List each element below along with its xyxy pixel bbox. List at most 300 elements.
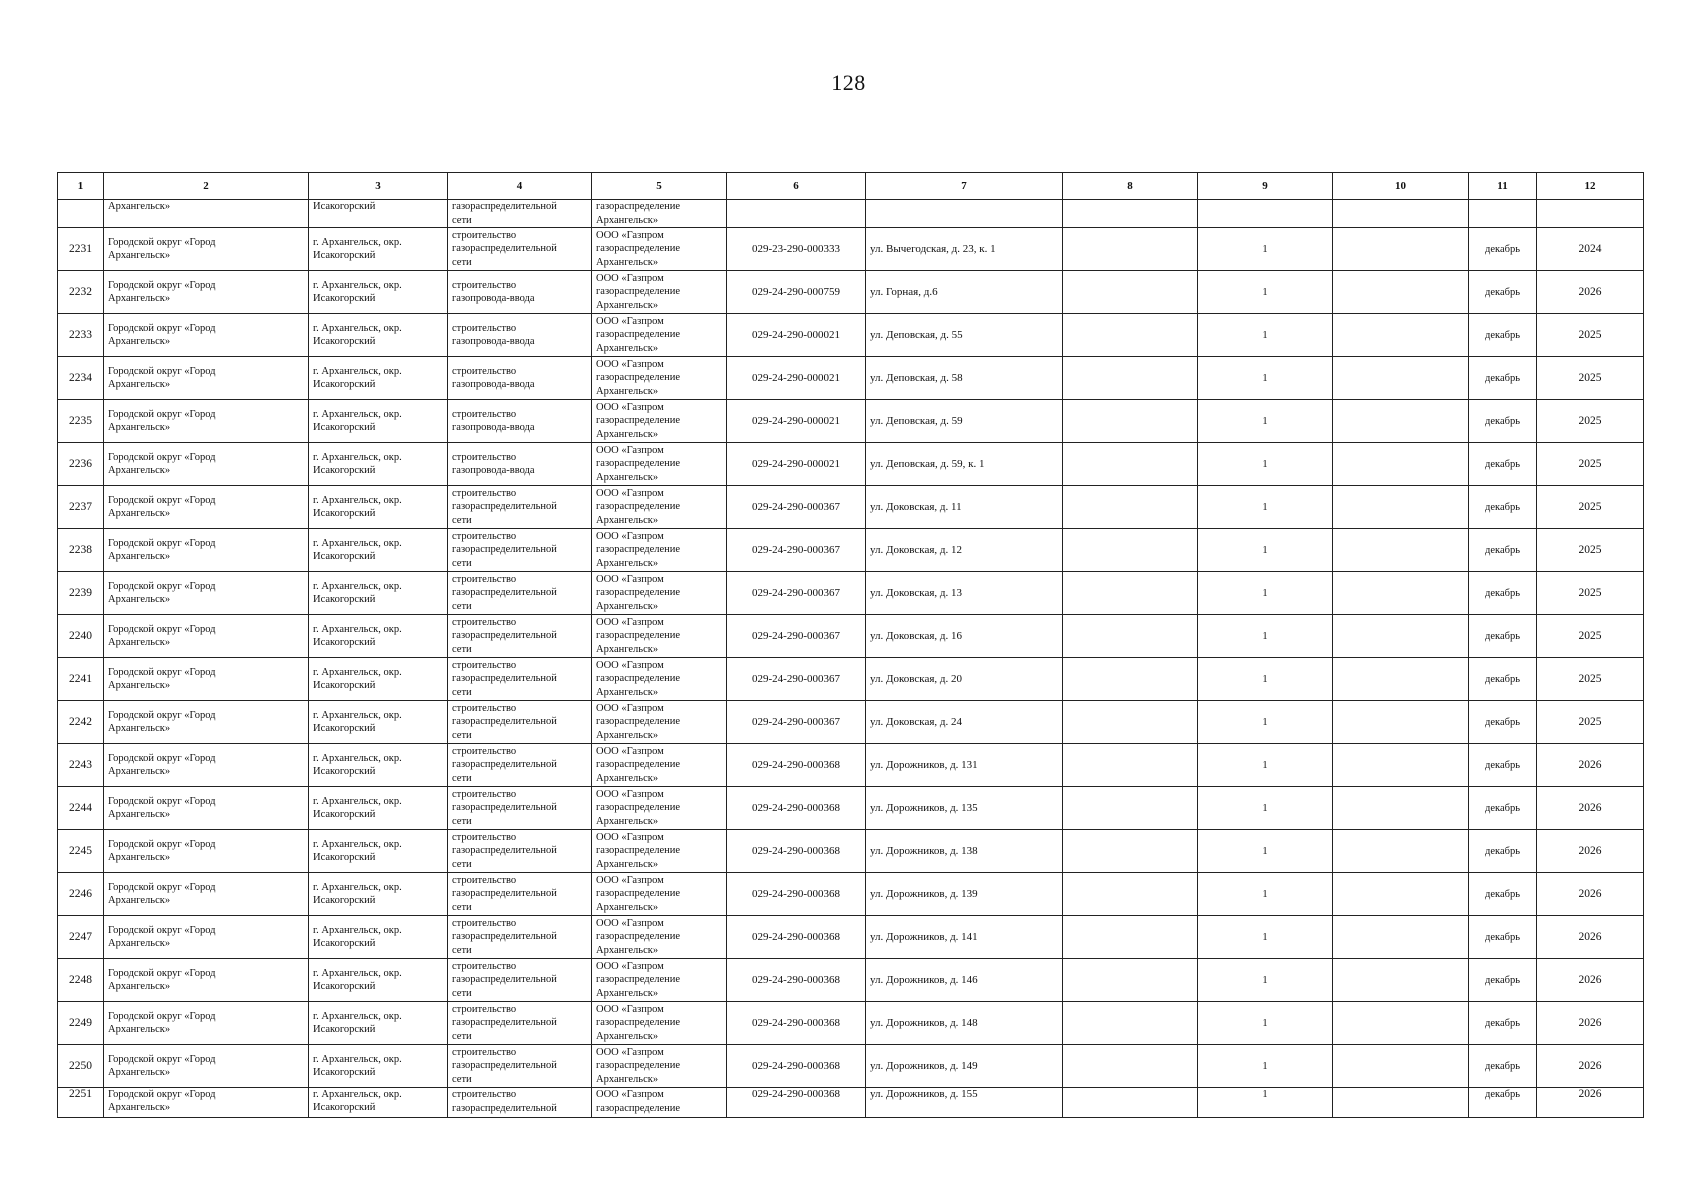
cell-col-10 — [1333, 314, 1469, 357]
cell-year: 2025 — [1537, 443, 1644, 486]
cell-col-10 — [1333, 1002, 1469, 1045]
cell-address: ул. Дорожников, д. 135 — [866, 787, 1063, 830]
cell — [1333, 200, 1469, 228]
cell-row-number: 2235 — [58, 400, 104, 443]
cell-col-8 — [1063, 787, 1198, 830]
table-row — [58, 787, 1644, 830]
cell-organization: ООО «Газпром газораспределение Архангельск» — [592, 916, 727, 959]
cell-row-number: 2241 — [58, 658, 104, 701]
cell-municipality: Городской округ «Город Архангельск» — [104, 873, 309, 916]
cell-municipality: Городской округ «Город Архангельск» — [104, 1088, 309, 1118]
cell-municipality: Городской округ «Город Архангельск» — [104, 916, 309, 959]
cell-municipality: Городской округ «Город Архангельск» — [104, 615, 309, 658]
cell-quantity: 1 — [1198, 357, 1333, 400]
cell-work-type: строительство газопровода-ввода — [448, 314, 592, 357]
cell-work-type: строительство газораспределительной сети — [448, 228, 592, 271]
cell-row-number: 2237 — [58, 486, 104, 529]
cell-year: 2026 — [1537, 830, 1644, 873]
table-row — [58, 572, 1644, 615]
cell-work-type: строительство газораспределительной сети — [448, 658, 592, 701]
cell-program-code: 029-24-290-000368 — [727, 916, 866, 959]
cell-program-code: 029-24-290-000368 — [727, 1002, 866, 1045]
cell-address: ул. Дорожников, д. 148 — [866, 1002, 1063, 1045]
cell-municipality: Городской округ «Город Архангельск» — [104, 744, 309, 787]
cell-year: 2026 — [1537, 271, 1644, 314]
cell-work-type: строительство газораспределительной — [448, 1088, 592, 1118]
cell-program-code: 029-24-290-000368 — [727, 744, 866, 787]
cell-year: 2025 — [1537, 572, 1644, 615]
cell-municipality: Городской округ «Город Архангельск» — [104, 443, 309, 486]
table-row — [58, 830, 1644, 873]
cell-quantity: 1 — [1198, 1045, 1333, 1088]
cell-address: ул. Дорожников, д. 131 — [866, 744, 1063, 787]
cell-year: 2026 — [1537, 1002, 1644, 1045]
cell-program-code: 029-24-290-000367 — [727, 486, 866, 529]
cell-municipality: Городской округ «Город Архангельск» — [104, 314, 309, 357]
header-cell-7: 7 — [866, 173, 1063, 200]
cell-quantity: 1 — [1198, 830, 1333, 873]
cell-locality: г. Архангельск, окр. Исакогорский — [309, 658, 448, 701]
cell-municipality: Городской округ «Город Архангельск» — [104, 959, 309, 1002]
cell-col-8 — [1063, 486, 1198, 529]
cell-organization: ООО «Газпром газораспределение Архангельск» — [592, 959, 727, 1002]
cell-work-type: строительство газопровода-ввода — [448, 443, 592, 486]
cell-address: ул. Дорожников, д. 155 — [866, 1088, 1063, 1118]
cell-program-code: 029-24-290-000368 — [727, 1088, 866, 1118]
cell-organization: ООО «Газпром газораспределение Архангельск» — [592, 658, 727, 701]
cell-month: декабрь — [1469, 873, 1537, 916]
cell-col-10 — [1333, 744, 1469, 787]
cell-work-type: строительство газораспределительной сети — [448, 959, 592, 1002]
cell-col-10 — [1333, 529, 1469, 572]
cell-col-8 — [1063, 830, 1198, 873]
cell-municipality: Городской округ «Город Архангельск» — [104, 572, 309, 615]
cell-col-10 — [1333, 400, 1469, 443]
cell-col-10 — [1333, 830, 1469, 873]
cell-year: 2026 — [1537, 873, 1644, 916]
cell-address: ул. Доковская, д. 11 — [866, 486, 1063, 529]
cell-municipality: Городской округ «Город Архангельск» — [104, 1002, 309, 1045]
table-row — [58, 959, 1644, 1002]
cell-col-10 — [1333, 572, 1469, 615]
cell-quantity: 1 — [1198, 615, 1333, 658]
cell-organization: ООО «Газпром газораспределение Архангельск» — [592, 615, 727, 658]
cell-row-number: 2250 — [58, 1045, 104, 1088]
cell-col-10 — [1333, 959, 1469, 1002]
cell-col-10 — [1333, 787, 1469, 830]
continuation-row — [58, 200, 1644, 228]
header-cell-11: 11 — [1469, 173, 1537, 200]
cell-address: ул. Деповская, д. 55 — [866, 314, 1063, 357]
cell-address: ул. Деповская, д. 59 — [866, 400, 1063, 443]
cell-municipality: Городской округ «Город Архангельск» — [104, 271, 309, 314]
cell-work-type: строительство газораспределительной сети — [448, 744, 592, 787]
cell-year: 2025 — [1537, 658, 1644, 701]
cell-year: 2025 — [1537, 357, 1644, 400]
cell-year: 2026 — [1537, 1045, 1644, 1088]
cell — [58, 200, 104, 228]
cell-year: 2026 — [1537, 744, 1644, 787]
cell-address: ул. Доковская, д. 13 — [866, 572, 1063, 615]
cell-program-code: 029-23-290-000333 — [727, 228, 866, 271]
cell-row-number: 2245 — [58, 830, 104, 873]
cell-col-8 — [1063, 400, 1198, 443]
cell-organization: ООО «Газпром газораспределение Архангельск» — [592, 572, 727, 615]
cell-municipality: Городской округ «Город Архангельск» — [104, 658, 309, 701]
cell-year: 2025 — [1537, 486, 1644, 529]
cell-locality: г. Архангельск, окр. Исакогорский — [309, 744, 448, 787]
cell-program-code: 029-24-290-000368 — [727, 873, 866, 916]
data-table — [57, 172, 1644, 1118]
cell-locality: г. Архангельск, окр. Исакогорский — [309, 400, 448, 443]
cell-work-type: строительство газопровода-ввода — [448, 271, 592, 314]
cell-col-10 — [1333, 228, 1469, 271]
cell-address: ул. Деповская, д. 58 — [866, 357, 1063, 400]
cell-quantity: 1 — [1198, 228, 1333, 271]
cell-organization: ООО «Газпром газораспределение Архангельск» — [592, 443, 727, 486]
cell-quantity: 1 — [1198, 873, 1333, 916]
cell-locality: г. Архангельск, окр. Исакогорский — [309, 615, 448, 658]
cell-locality: г. Архангельск, окр. Исакогорский — [309, 873, 448, 916]
cell-address: ул. Горная, д.6 — [866, 271, 1063, 314]
cell-org: газораспределение Архангельск» — [592, 200, 727, 228]
cell-month: декабрь — [1469, 1088, 1537, 1118]
cell-col-8 — [1063, 529, 1198, 572]
cell-organization: ООО «Газпром газораспределение Архангельск» — [592, 787, 727, 830]
cell — [1537, 200, 1644, 228]
cell-row-number: 2234 — [58, 357, 104, 400]
cell-month: декабрь — [1469, 916, 1537, 959]
cell-row-number: 2243 — [58, 744, 104, 787]
cell-col-10 — [1333, 357, 1469, 400]
cell-year: 2026 — [1537, 1088, 1644, 1118]
cell-month: декабрь — [1469, 486, 1537, 529]
table-row — [58, 1002, 1644, 1045]
table-row — [58, 744, 1644, 787]
cell-work-type: строительство газораспределительной сети — [448, 701, 592, 744]
cell-col-8 — [1063, 1002, 1198, 1045]
cell-organization: ООО «Газпром газораспределение Архангельск» — [592, 873, 727, 916]
cell-program-code: 029-24-290-000367 — [727, 615, 866, 658]
cell-row-number: 2248 — [58, 959, 104, 1002]
cell-row-number: 2249 — [58, 1002, 104, 1045]
cell-quantity: 1 — [1198, 271, 1333, 314]
cell-year: 2026 — [1537, 959, 1644, 1002]
cell-program-code: 029-24-290-000759 — [727, 271, 866, 314]
cell-municipality: Городской округ «Город Архангельск» — [104, 486, 309, 529]
table-row — [58, 271, 1644, 314]
table-row — [58, 314, 1644, 357]
cell-municipality: Городской округ «Город Архангельск» — [104, 787, 309, 830]
cell-work-type: строительство газораспределительной сети — [448, 830, 592, 873]
cell-locality: г. Архангельск, окр. Исакогорский — [309, 787, 448, 830]
cell-program-code: 029-24-290-000021 — [727, 314, 866, 357]
header-cell-3: 3 — [309, 173, 448, 200]
cell-quantity: 1 — [1198, 787, 1333, 830]
cell-organization: ООО «Газпром газораспределение Архангельск» — [592, 701, 727, 744]
header-row — [58, 173, 1644, 200]
cell-year: 2026 — [1537, 787, 1644, 830]
cell-row-number: 2239 — [58, 572, 104, 615]
cell-address: ул. Доковская, д. 20 — [866, 658, 1063, 701]
cell-locality: г. Архангельск, окр. Исакогорский — [309, 271, 448, 314]
cell-year: 2025 — [1537, 529, 1644, 572]
cell-month: декабрь — [1469, 529, 1537, 572]
cell-organization: ООО «Газпром газораспределение — [592, 1088, 727, 1118]
cell-row-number: 2251 — [58, 1088, 104, 1118]
cell-program-code: 029-24-290-000021 — [727, 357, 866, 400]
cell — [727, 200, 866, 228]
cell-month: декабрь — [1469, 400, 1537, 443]
header-cell-5: 5 — [592, 173, 727, 200]
cell-year: 2025 — [1537, 615, 1644, 658]
cell-locality: г. Архангельск, окр. Исакогорский — [309, 701, 448, 744]
cell-quantity: 1 — [1198, 1088, 1333, 1118]
cell — [1063, 200, 1198, 228]
cell-work-type: строительство газопровода-ввода — [448, 400, 592, 443]
cell-month: декабрь — [1469, 744, 1537, 787]
cell-month: декабрь — [1469, 443, 1537, 486]
cell-municipality: Архангельск» — [104, 200, 309, 228]
cell-row-number: 2242 — [58, 701, 104, 744]
cell-municipality: Городской округ «Город Архангельск» — [104, 1045, 309, 1088]
cell-col-8 — [1063, 228, 1198, 271]
table-row — [58, 873, 1644, 916]
cell-col-8 — [1063, 572, 1198, 615]
cell-row-number: 2236 — [58, 443, 104, 486]
cell-col-8 — [1063, 1045, 1198, 1088]
cell-year: 2026 — [1537, 916, 1644, 959]
cell-program-code: 029-24-290-000367 — [727, 658, 866, 701]
cell-col-8 — [1063, 615, 1198, 658]
cell-locality: г. Архангельск, окр. Исакогорский — [309, 357, 448, 400]
cell-month: декабрь — [1469, 271, 1537, 314]
cell-col-8 — [1063, 701, 1198, 744]
cell-work-type: строительство газопровода-ввода — [448, 357, 592, 400]
header-cell-9: 9 — [1198, 173, 1333, 200]
cell-col-10 — [1333, 271, 1469, 314]
cell-municipality: Городской округ «Город Архангельск» — [104, 228, 309, 271]
cell-address: ул. Дорожников, д. 146 — [866, 959, 1063, 1002]
cell-quantity: 1 — [1198, 443, 1333, 486]
cell-locality: г. Архангельск, окр. Исакогорский — [309, 1002, 448, 1045]
table-row — [58, 228, 1644, 271]
cell-work-type: строительство газораспределительной сети — [448, 529, 592, 572]
cell-row-number: 2240 — [58, 615, 104, 658]
cell-organization: ООО «Газпром газораспределение Архангельск» — [592, 314, 727, 357]
cell-address: ул. Дорожников, д. 138 — [866, 830, 1063, 873]
table-row — [58, 443, 1644, 486]
cell-col-10 — [1333, 443, 1469, 486]
cell-month: декабрь — [1469, 572, 1537, 615]
cell-locality: г. Архангельск, окр. Исакогорский — [309, 443, 448, 486]
cell-program-code: 029-24-290-000368 — [727, 830, 866, 873]
table-row — [58, 1045, 1644, 1088]
cell-quantity: 1 — [1198, 572, 1333, 615]
cell-locality: г. Архангельск, окр. Исакогорский — [309, 486, 448, 529]
table-row — [58, 486, 1644, 529]
cell-col-8 — [1063, 744, 1198, 787]
header-cell-1: 1 — [58, 173, 104, 200]
cell-address: ул. Доковская, д. 12 — [866, 529, 1063, 572]
cell-work: газораспределительной сети — [448, 200, 592, 228]
cell-month: декабрь — [1469, 701, 1537, 744]
cell-month: декабрь — [1469, 228, 1537, 271]
header-cell-10: 10 — [1333, 173, 1469, 200]
cell-work-type: строительство газораспределительной сети — [448, 615, 592, 658]
cell-quantity: 1 — [1198, 658, 1333, 701]
header-cell-12: 12 — [1537, 173, 1644, 200]
cell-month: декабрь — [1469, 959, 1537, 1002]
cell-organization: ООО «Газпром газораспределение Архангельск» — [592, 1045, 727, 1088]
cell-work-type: строительство газораспределительной сети — [448, 572, 592, 615]
table-row — [58, 357, 1644, 400]
cell-address: ул. Вычегодская, д. 23, к. 1 — [866, 228, 1063, 271]
cell-month: декабрь — [1469, 615, 1537, 658]
cell-municipality: Городской округ «Город Архангельск» — [104, 357, 309, 400]
cell-col-10 — [1333, 486, 1469, 529]
cell-month: декабрь — [1469, 314, 1537, 357]
header-cell-6: 6 — [727, 173, 866, 200]
cell-work-type: строительство газораспределительной сети — [448, 1002, 592, 1045]
cell-locality: г. Архангельск, окр. Исакогорский — [309, 1088, 448, 1118]
cell-col-10 — [1333, 615, 1469, 658]
cell-address: ул. Деповская, д. 59, к. 1 — [866, 443, 1063, 486]
cell-col-10 — [1333, 873, 1469, 916]
cell-col-8 — [1063, 314, 1198, 357]
cell-work-type: строительство газораспределительной сети — [448, 486, 592, 529]
page-number: 128 — [831, 70, 866, 95]
cell-row-number: 2247 — [58, 916, 104, 959]
cell — [1198, 200, 1333, 228]
header-cell-4: 4 — [448, 173, 592, 200]
table-row — [58, 615, 1644, 658]
cell-col-8 — [1063, 873, 1198, 916]
cell-municipality: Городской округ «Город Архангельск» — [104, 701, 309, 744]
cell-quantity: 1 — [1198, 744, 1333, 787]
cell-year: 2024 — [1537, 228, 1644, 271]
cell-address: ул. Доковская, д. 16 — [866, 615, 1063, 658]
cell-locality: г. Архангельск, окр. Исакогорский — [309, 1045, 448, 1088]
cell-locality: г. Архангельск, окр. Исакогорский — [309, 228, 448, 271]
cell-year: 2025 — [1537, 314, 1644, 357]
cell-col-10 — [1333, 1088, 1469, 1118]
cell-quantity: 1 — [1198, 1002, 1333, 1045]
cell-program-code: 029-24-290-000367 — [727, 529, 866, 572]
cell-col-8 — [1063, 658, 1198, 701]
cell-organization: ООО «Газпром газораспределение Архангельск» — [592, 357, 727, 400]
cell-locality: г. Архангельск, окр. Исакогорский — [309, 572, 448, 615]
cell-locality: Исакогорский — [309, 200, 448, 228]
cell-month: декабрь — [1469, 1002, 1537, 1045]
cell-row-number: 2231 — [58, 228, 104, 271]
cell-month: декабрь — [1469, 830, 1537, 873]
cell-year: 2025 — [1537, 400, 1644, 443]
cell-locality: г. Архангельск, окр. Исакогорский — [309, 830, 448, 873]
cell-month: декабрь — [1469, 357, 1537, 400]
table-row — [58, 916, 1644, 959]
cell-quantity: 1 — [1198, 400, 1333, 443]
cell-quantity: 1 — [1198, 701, 1333, 744]
cell-row-number: 2238 — [58, 529, 104, 572]
header-cell-8: 8 — [1063, 173, 1198, 200]
cell-program-code: 029-24-290-000021 — [727, 400, 866, 443]
cell-work-type: строительство газораспределительной сети — [448, 1045, 592, 1088]
cell-col-8 — [1063, 357, 1198, 400]
cell-address: ул. Дорожников, д. 139 — [866, 873, 1063, 916]
cell-organization: ООО «Газпром газораспределение Архангельск» — [592, 486, 727, 529]
cell-address: ул. Доковская, д. 24 — [866, 701, 1063, 744]
table-row — [58, 1088, 1644, 1118]
cell-organization: ООО «Газпром газораспределение Архангельск» — [592, 1002, 727, 1045]
cell-col-10 — [1333, 916, 1469, 959]
cell-col-8 — [1063, 959, 1198, 1002]
cell-locality: г. Архангельск, окр. Исакогорский — [309, 314, 448, 357]
cell-work-type: строительство газораспределительной сети — [448, 873, 592, 916]
cell-locality: г. Архангельск, окр. Исакогорский — [309, 959, 448, 1002]
cell-month: декабрь — [1469, 787, 1537, 830]
cell-row-number: 2233 — [58, 314, 104, 357]
cell-col-10 — [1333, 1045, 1469, 1088]
cell — [866, 200, 1063, 228]
cell-month: декабрь — [1469, 658, 1537, 701]
cell-organization: ООО «Газпром газораспределение Архангельск» — [592, 400, 727, 443]
cell-program-code: 029-24-290-000368 — [727, 787, 866, 830]
cell-col-10 — [1333, 658, 1469, 701]
cell-year: 2025 — [1537, 701, 1644, 744]
cell-program-code: 029-24-290-000021 — [727, 443, 866, 486]
cell-organization: ООО «Газпром газораспределение Архангельск» — [592, 744, 727, 787]
cell-address: ул. Дорожников, д. 141 — [866, 916, 1063, 959]
cell-quantity: 1 — [1198, 959, 1333, 1002]
cell-program-code: 029-24-290-000367 — [727, 701, 866, 744]
table-row — [58, 529, 1644, 572]
cell-col-8 — [1063, 1088, 1198, 1118]
cell-organization: ООО «Газпром газораспределение Архангельск» — [592, 271, 727, 314]
cell-locality: г. Архангельск, окр. Исакогорский — [309, 529, 448, 572]
cell-program-code: 029-24-290-000367 — [727, 572, 866, 615]
cell-quantity: 1 — [1198, 486, 1333, 529]
cell-row-number: 2244 — [58, 787, 104, 830]
header-cell-2: 2 — [104, 173, 309, 200]
cell-municipality: Городской округ «Город Архангельск» — [104, 400, 309, 443]
cell-col-8 — [1063, 916, 1198, 959]
table-row — [58, 658, 1644, 701]
cell-work-type: строительство газораспределительной сети — [448, 916, 592, 959]
cell-month: декабрь — [1469, 1045, 1537, 1088]
cell-locality: г. Архангельск, окр. Исакогорский — [309, 916, 448, 959]
cell-organization: ООО «Газпром газораспределение Архангельск» — [592, 830, 727, 873]
cell-quantity: 1 — [1198, 916, 1333, 959]
cell-address: ул. Дорожников, д. 149 — [866, 1045, 1063, 1088]
cell-program-code: 029-24-290-000368 — [727, 1045, 866, 1088]
cell-col-10 — [1333, 701, 1469, 744]
cell-municipality: Городской округ «Город Архангельск» — [104, 529, 309, 572]
cell-row-number: 2246 — [58, 873, 104, 916]
cell-row-number: 2232 — [58, 271, 104, 314]
cell-program-code: 029-24-290-000368 — [727, 959, 866, 1002]
table-row — [58, 400, 1644, 443]
cell-col-8 — [1063, 443, 1198, 486]
cell-organization: ООО «Газпром газораспределение Архангельск» — [592, 529, 727, 572]
cell-col-8 — [1063, 271, 1198, 314]
table-row — [58, 701, 1644, 744]
cell-quantity: 1 — [1198, 314, 1333, 357]
cell-work-type: строительство газораспределительной сети — [448, 787, 592, 830]
cell-quantity: 1 — [1198, 529, 1333, 572]
cell-municipality: Городской округ «Город Архангельск» — [104, 830, 309, 873]
cell-organization: ООО «Газпром газораспределение Архангельск» — [592, 228, 727, 271]
